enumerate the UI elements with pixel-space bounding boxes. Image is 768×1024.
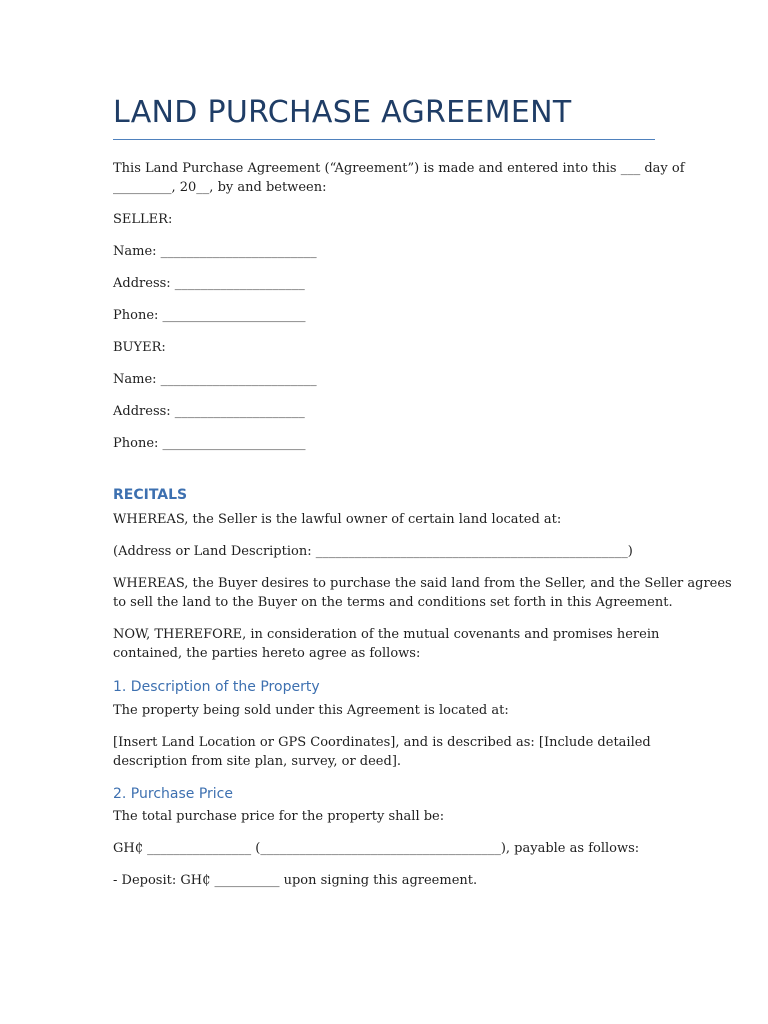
section-2-heading: 2. Purchase Price [113,786,233,802]
section-2-line-2: GH₵ ________________ (_____________________________________), payable as follows: [113,841,640,856]
intro-line-1: This Land Purchase Agreement (“Agreement”) is made and entered into this ___ day of [113,161,685,176]
recitals-now-line-2: contained, the parties hereto agree as follows: [113,646,421,661]
section-1-line-1: The property being sold under this Agreement is located at: [113,703,509,718]
section-2-line-1: The total purchase price for the property shall be: [113,809,445,824]
buyer-address-field: Address: ____________________ [113,404,305,419]
seller-label: SELLER: [113,212,173,227]
recitals-whereas-2-line-1: WHEREAS, the Buyer desires to purchase the said land from the Seller, and the Seller agrees [113,576,732,591]
section-1-line-2: [Insert Land Location or GPS Coordinates], and is described as: [Include detailed [113,735,651,750]
section-2-line-3: - Deposit: GH₵ __________ upon signing this agreement. [113,873,478,888]
section-1-heading: 1. Description of the Property [113,679,320,695]
buyer-phone-field: Phone: ______________________ [113,436,306,451]
title-underline [113,139,655,140]
buyer-name-field: Name: ________________________ [113,372,317,387]
seller-phone-field: Phone: ______________________ [113,308,306,323]
document-title: LAND PURCHASE AGREEMENT [113,95,572,130]
recitals-now-line-1: NOW, THEREFORE, in consideration of the mutual covenants and promises herein [113,627,660,642]
seller-name-field: Name: ________________________ [113,244,317,259]
recitals-heading: RECITALS [113,487,188,503]
recitals-whereas-1: WHEREAS, the Seller is the lawful owner of certain land located at: [113,512,562,527]
intro-line-2: _________, 20__, by and between: [113,180,327,195]
section-1-line-3: description from site plan, survey, or deed]. [113,754,402,769]
recitals-whereas-2-line-2: to sell the land to the Buyer on the terms and conditions set forth in this Agreement. [113,595,673,610]
recitals-address-line: (Address or Land Description: ________________________________________________) [113,544,633,559]
buyer-label: BUYER: [113,340,166,355]
seller-address-field: Address: ____________________ [113,276,305,291]
